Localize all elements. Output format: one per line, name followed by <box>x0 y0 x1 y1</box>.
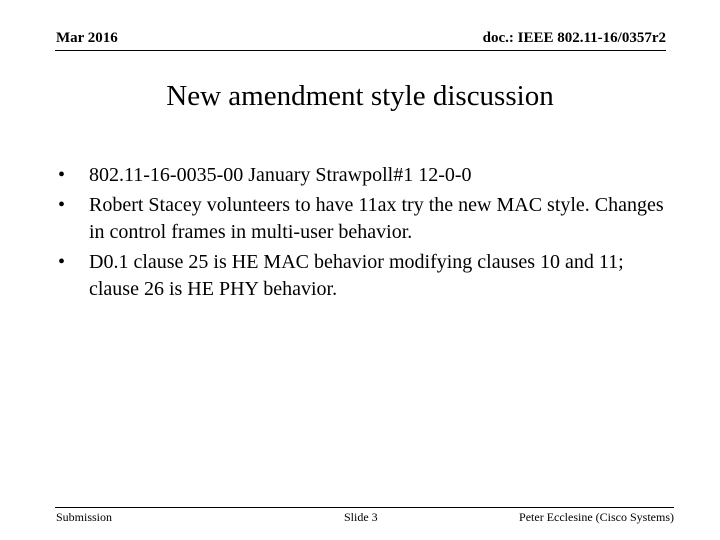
footer-author: Peter Ecclesine (Cisco Systems) <box>519 510 674 524</box>
footer-divider <box>55 507 674 508</box>
footer-submission: Submission <box>56 510 113 524</box>
bullet-marker: • <box>58 164 66 186</box>
bullet-item <box>58 192 678 246</box>
bullet-marker: • <box>58 194 66 216</box>
slide-title: New amendment style discussion <box>166 80 554 112</box>
header-divider <box>55 50 666 51</box>
footer-slide-number: Slide 3 <box>344 510 378 524</box>
bullet-item <box>58 162 678 189</box>
bullet-marker: • <box>58 251 66 273</box>
bullet-list <box>58 162 678 306</box>
bullet-text: D0.1 clause 25 is HE MAC behavior modifying clauses 10 and 11; clause 26 is HE PHY behavior. <box>89 251 624 300</box>
bullet-item <box>58 249 678 303</box>
bullet-text: 802.11-16-0035-00 January Strawpoll#1 12-0-0 <box>89 164 472 186</box>
header-date: Mar 2016 <box>56 30 118 46</box>
header-document-id: doc.: IEEE 802.11-16/0357r2 <box>482 30 666 46</box>
bullet-text: Robert Stacey volunteers to have 11ax try the new MAC style. Changes in control frames in multi-user behavior. <box>89 194 664 243</box>
